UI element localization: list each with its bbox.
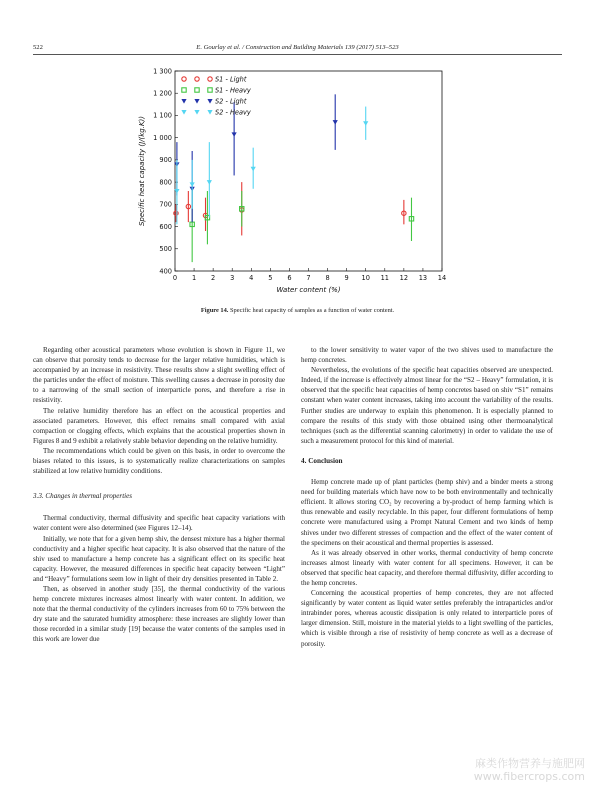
data-point [232, 132, 237, 137]
left-column [33, 345, 285, 645]
section-heading: 3.3. Changes in thermal properties [33, 492, 133, 501]
figure-14-chart [130, 62, 460, 302]
data-point [207, 180, 212, 185]
paragraph: Then, as observed in another study [35], the thermal conductivity of the various hemp concrete mixtures increases almost linearly with water content. In addition, we note that the thermal conductivity of the cylinders increases from 60 to 75% between the dry state and the saturated humidity atmosphere: these increases are slightly lower than those recorded in a similar study [19] because the water contents of the samples used in this work are lower due [33, 584, 285, 644]
x-tick-label: 4 [249, 274, 254, 282]
x-tick-label: 9 [344, 274, 349, 282]
x-tick-label: 2 [211, 274, 216, 282]
figure-caption [0, 307, 595, 314]
data-point [251, 167, 256, 172]
x-tick-label: 8 [325, 274, 330, 282]
header-rule [33, 54, 562, 55]
legend-label: S2 - Light [215, 97, 247, 106]
x-tick-label: 14 [437, 274, 447, 282]
x-tick-label: 3 [230, 274, 235, 282]
paragraph: Concerning the acoustical properties of hemp concretes, they are not affected significantly by water content as liquid water settles preferably the intraparticles and/or intrabinder pores, whereas acoustic dissipation is only related to interparticle pores of larger dimension. Still, moisture in the material yields to a light swelling of the particles, which is visible through a rise of resistivity of hemp concrete as well as a decrease of porosity. [301, 589, 553, 648]
x-tick-label: 11 [380, 274, 389, 282]
legend-label: S1 - Light [215, 75, 247, 84]
legend-marker [207, 110, 212, 115]
legend-marker [208, 88, 212, 92]
x-tick-label: 6 [287, 274, 292, 282]
y-tick-label: 1 100 [153, 111, 172, 120]
legend-marker [181, 110, 186, 115]
paragraph: Hemp concrete made up of plant particles (hemp shiv) and a binder meets a strong need for building materials which have now to be both environmentally and technically efficient. It allows storing CO₂ by recovering a by-product of hemp farming which is thus renewable and easily recyclable. In this paper, four different formulations of hemp concrete were manufactured using a Prompt Natural Cement and two kinds of hemp shives under two different stresses of compaction and the effect of the water content of the specimens on their acoustical and thermal properties is assessed. [301, 478, 553, 547]
paragraph: Regarding other acoustical parameters whose evolution is shown in Figure 11, we can observe that porosity tends to decrease for the larger relative humidities, which is accompanied by an increase in resistivity. These results show a slight swelling effect of the particles under the effect of moisture. This swelling causes a decrease in porosity due to a narrowing of the small section of interparticle pores, and therefore a rise in resistivity. [33, 346, 285, 405]
y-tick-label: 1 000 [153, 133, 172, 142]
y-tick-label: 800 [159, 178, 172, 187]
legend-marker [194, 99, 199, 104]
legend-marker [181, 99, 186, 104]
x-axis-label: Water content (%) [276, 286, 341, 294]
y-tick-label: 700 [159, 200, 172, 209]
x-tick-label: 1 [191, 274, 197, 282]
x-tick-label: 10 [361, 274, 370, 282]
x-tick-label: 13 [418, 274, 428, 282]
caption-text: Specific heat capacity of samples as a function of water content. [228, 307, 395, 314]
paragraph: Initially, we note that for a given hemp shiv, the densest mixture has a higher thermal conductivity and a higher specific heat capacity. It is also observed that the nature of the shiv used to manufacture a hemp concrete has a significant effect on its specific heat capacity. However, the measured differences in specific heat capacity between “Light” and “Heavy” formulations seem low in light of their dry densities presented in Table 2. [33, 534, 285, 583]
y-tick-label: 500 [159, 245, 172, 254]
legend-marker [182, 77, 186, 81]
y-tick-label: 400 [159, 267, 172, 276]
caption-label: Figure 14. [200, 307, 229, 314]
page-number: 522 [33, 44, 43, 51]
watermark [474, 757, 585, 783]
x-tick-label: 0 [172, 274, 178, 282]
x-tick-label: 7 [306, 274, 311, 282]
paragraph: The recommendations which could be given on this basis, in order to overcome the biases related to this issues, is to systematically realize characterizations on samples stabilized at low relative humidity conditions. [33, 446, 285, 476]
legend-marker [195, 88, 199, 92]
paragraph: The relative humidity therefore has an effect on the acoustical properties and associated parameters. However, this effect remains small compared with axial compaction or clogging effects, which explains that the acoustical properties shown in Figures 8 and 9 exhibit a relatively stable behavior depending on the relative humidity. [33, 406, 285, 445]
x-tick-label: 12 [399, 274, 409, 282]
paragraph: Nevertheless, the evolutions of the specific heat capacities observed are unexpected. Indeed, if the increase is effectively almost linear for the “S2 – Heavy” formulation, it is observed that the specific heat capacities of hemp concretes based on shiv “S1” remains constant when water content increases, taking into account the variability of the results. Further studies are underway to explain this phenomenon. It is especially planned to compare the results of this study with those obtained using other thermoanalytical techniques (such as the differential scanning calorimetry) in order to validate the use of such a measurement protocol for this kind of material. [301, 366, 553, 445]
y-axis-label: Specific heat capacity (J/(kg.K)) [138, 115, 146, 227]
paragraph: As it was already observed in other works, thermal conductivity of hemp concrete increases almost linearly with water content for all specimens. However, it can be observed that specific heat capacity, and therefore thermal diffusivity, differ according to the hemp concretes. [301, 548, 553, 587]
watermark-url: www.fibercrops.com [473, 770, 585, 783]
y-tick-label: 1 200 [153, 89, 172, 98]
legend-marker [207, 99, 212, 104]
legend-label: S1 - Heavy [215, 86, 251, 95]
running-header: E. Gourlay et al. / Construction and Building Materials 139 (2017) 513–523 [196, 44, 399, 51]
data-point [190, 182, 195, 187]
section-heading: 4. Conclusion [301, 456, 343, 465]
paragraph: to the lower sensitivity to water vapor of the two shives used to manufacture the hemp concretes. [301, 346, 553, 365]
watermark-line: 麻类作物营养与施肥网 [475, 757, 585, 770]
data-point [363, 121, 368, 126]
legend-label: S2 - Heavy [215, 108, 251, 117]
right-column [301, 345, 553, 649]
paragraph: Thermal conductivity, thermal diffusivity and specific heat capacity variations with water content were also determined (see Figures 12–14). [33, 514, 285, 533]
y-tick-label: 600 [159, 222, 172, 231]
data-point [333, 120, 338, 125]
y-tick-label: 900 [159, 156, 172, 165]
legend-marker [182, 88, 186, 92]
y-tick-label: 1 300 [153, 67, 172, 76]
legend-marker [208, 77, 212, 81]
x-tick-label: 5 [268, 274, 273, 282]
legend-marker [194, 110, 199, 115]
legend-marker [195, 77, 199, 81]
